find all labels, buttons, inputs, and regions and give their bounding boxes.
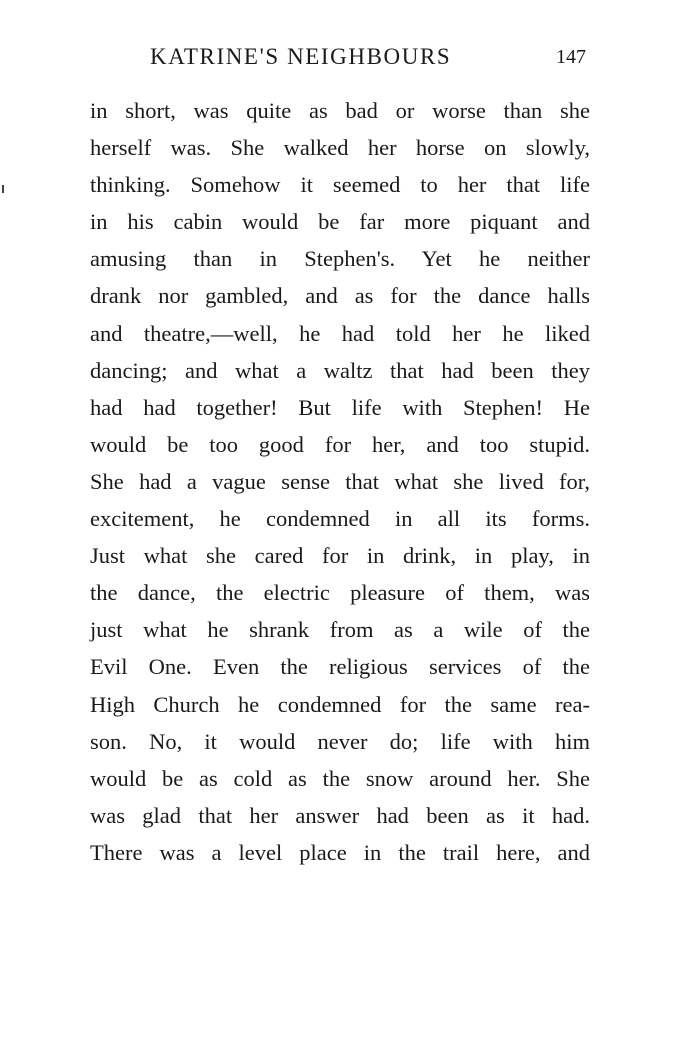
text-line: High Church he condemned for the same rea- — [90, 691, 590, 717]
text-line: in short, was quite as bad or worse than she — [90, 98, 590, 123]
text-line: Evil One. Even the religious services of the — [90, 654, 590, 680]
text-line: and theatre,—well, he had told her he liked — [90, 320, 590, 346]
page-number: 147 — [556, 46, 586, 68]
text-line: would be as cold as the snow around her. She — [90, 765, 590, 791]
text-line: had had together! But life with Stephen! He — [90, 394, 590, 420]
text-line: Just what she cared for in drink, in play, in — [90, 543, 590, 569]
text-line: There was a level place in the trail here, and — [90, 839, 590, 865]
text-line: son. No, it would never do; life with him — [90, 728, 590, 754]
text-line: in his cabin would be far more piquant and — [90, 209, 590, 235]
text-line: the dance, the electric pleasure of them, was — [90, 580, 590, 606]
text-line: thinking. Somehow it seemed to her that life — [90, 172, 590, 198]
text-line: just what he shrank from as a wile of the — [90, 617, 590, 643]
text-line: drank nor gambled, and as for the dance halls — [90, 283, 590, 309]
text-line: She had a vague sense that what she lived for, — [90, 468, 590, 494]
running-head — [90, 44, 590, 76]
text-line: herself was. She walked her horse on slowly, — [90, 135, 590, 161]
text-line: would be too good for her, and too stupid. — [90, 431, 590, 457]
text-line: was glad that her answer had been as it had. — [90, 802, 590, 828]
text-line: excitement, he condemned in all its forms. — [90, 506, 590, 532]
margin-mark — [2, 185, 4, 193]
running-title: KATRINE'S NEIGHBOURS — [150, 44, 452, 69]
text-line: dancing; and what a waltz that had been they — [90, 357, 590, 383]
body-text — [90, 92, 590, 871]
text-line: amusing than in Stephen's. Yet he neither — [90, 246, 590, 272]
